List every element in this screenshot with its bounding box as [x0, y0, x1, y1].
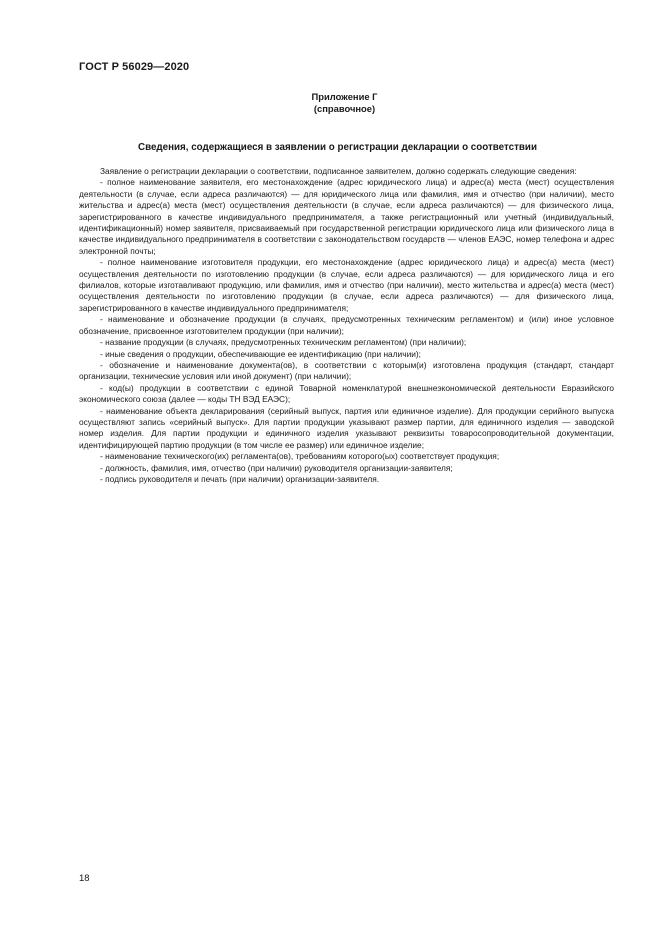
list-item: - название продукции (в случаях, предусмотренных техническим регламентом) (при наличии); [100, 337, 467, 348]
body-text [79, 166, 614, 485]
appendix-title: Приложение Г [311, 91, 378, 102]
intro-paragraph: Заявление о регистрации декларации о соответствии, подписанное заявителем, должно содержать следующие сведения: [100, 166, 577, 176]
section-title: Сведения, содержащиеся в заявлении о регистрации декларации о соответствии [138, 142, 537, 153]
appendix-subtitle: (справочное) [313, 103, 376, 114]
list-item: - код(ы) продукции в соответствии с единой Товарной номенклатурой внешнеэкономической деятельности Евразийского экономического союза (далее — коды ТН ВЭД ЕАЭС); [79, 382, 614, 405]
list-item: - наименование объекта декларирования (серийный выпуск, партия или единичное изделие). Для продукции серийного выпуска осуществляют запись «серийный выпуск». Для партии продукции указывают размер партии, для единичного изделия — заводской номер изделия. Для партии продукции и единичного изделия указывают реквизиты товаросопроводительной документации, идентифицирующей партию продукции (в том числе ее размер) или единичное изделие; [79, 405, 614, 450]
list-item: - наименование технического(их) регламента(ов), требованиям которого(ых) соответствует продукция; [100, 451, 500, 462]
page-number: 18 [79, 873, 90, 884]
list-item: - наименование и обозначение продукции (в случаях, предусмотренных техническим регламентом) и (или) иное условное обозначение, присвоенное изготовителем продукции (при наличии); [79, 314, 614, 336]
list-item: - полное наименование изготовителя продукции, его местонахождение (адрес юридического лица) и адрес(а) места (мест) осуществления деятельности по изготовлению продукции (в случае, если адреса различаются) — для юридического лица и его филиалов, которые изготавливают продукцию, или фамилия, имя и отчество (при наличии), место жительства и адрес(а) места (мест) осуществления деятельности по изготовлению продукции (в случае, если адреса различаются) — для физического лица, зарегистрированного в качестве индивидуального предпринимателя; [79, 257, 614, 313]
list-item: - подпись руководителя и печать (при наличии) организации-заявителя. [100, 473, 380, 484]
list-item: - полное наименование заявителя, его местонахождение (адрес юридического лица) и адрес(а) места (мест) осуществления деятельности (в случае, если адреса различаются) — для юридического лица или фамилия, имя и отчество (при наличии), место жительства и адрес(а) места (мест) осуществления деятельности (в случае, если адреса различаются) — для физического лица, зарегистрированного в качестве индивидуального предпринимателя, а также регистрационный или учетный (индивидуальный, идентификационный) номер заявителя, присваиваемый при государственной регистрации юридического лица или физического лица в качестве индивидуального предпринимателя в соответствии с законодательством государств — членов ЕАЭС, номер телефона и адрес электронной почты; [79, 177, 614, 256]
standard-code-header: ГОСТ Р 56029—2020 [79, 61, 190, 73]
list-item: - должность, фамилия, имя, отчество (при наличии) руководителя организации-заявителя; [100, 462, 453, 473]
list-item: - иные сведения о продукции, обеспечивающие ее идентификацию (при наличии); [100, 348, 421, 359]
list-item: - обозначение и наименование документа(ов), в соответствии с которым(и) изготовлена продукция (стандарт, стандарт организации, технические условия или иной документ) (при наличии); [79, 359, 614, 382]
